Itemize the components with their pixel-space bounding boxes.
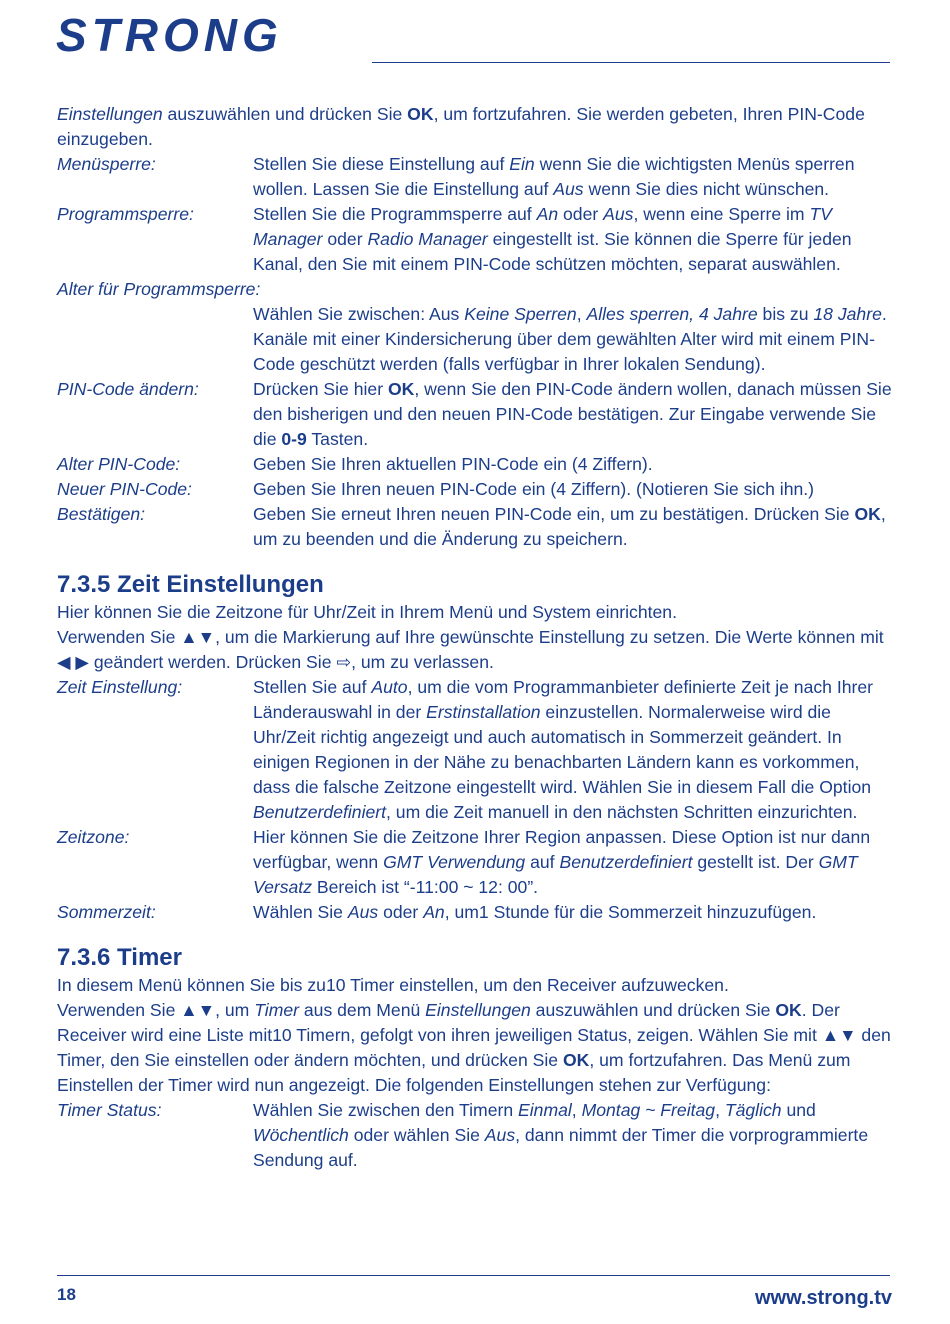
intro-text-end: , um fortzufahren. Sie werden gebeten, Ihren PIN-Code einzugeben.: [57, 104, 865, 149]
definition-term: Zeit Einstellung:: [57, 677, 183, 697]
definition-term: Timer Status:: [57, 1100, 162, 1120]
text-run: eingestellt ist. Sie können die Sperre für jeden Kanal, den Sie mit einem PIN-Code schützen möchten, separat auswählen.: [253, 229, 852, 274]
definition-term: Programmsperre:: [57, 204, 194, 224]
definition-term: PIN-Code ändern:: [57, 379, 199, 399]
section-heading-7-3-6: 7.3.6 Timer: [57, 944, 182, 971]
option-name: An: [423, 902, 445, 922]
definition-row: [57, 152, 897, 202]
section-paragraph: In diesem Menü können Sie bis zu10 Timer einstellen, um den Receiver aufzuwecken.: [57, 975, 729, 995]
text-run: Hier können Sie die Zeitzone Ihrer Region anpassen. Diese Option ist nur dann verfügbar, wenn: [253, 827, 871, 872]
definition-description: [253, 377, 897, 452]
definition-term: Zeitzone:: [57, 827, 130, 847]
definition-description: [253, 202, 897, 277]
text-run: , um die Zeit manuell in den nächsten Schritten einzurichten.: [386, 802, 858, 822]
page-content: [57, 102, 897, 1173]
definition-row: [57, 900, 897, 925]
option-name: Einstellungen: [425, 1000, 531, 1020]
text-run: oder: [322, 229, 368, 249]
text-run: ,: [571, 1100, 582, 1120]
logo-text: STRONG: [56, 9, 283, 61]
definition-term: Menüsperre:: [57, 154, 156, 174]
option-name: Radio Manager: [367, 229, 488, 249]
page-header: [0, 0, 950, 90]
option-name: Auto: [371, 677, 408, 697]
option-name: An: [536, 204, 559, 224]
text-run: wenn Sie die wichtigsten Menüs sperren wollen. Lassen Sie die Einstellung auf: [253, 154, 855, 199]
option-name: Aus: [553, 179, 584, 199]
definitions-timer: [57, 1098, 897, 1173]
intro-paragraph: [57, 102, 897, 152]
text-run: , um1 Stunde für die Sommerzeit hinzuzufügen.: [444, 902, 817, 922]
definition-description: [253, 452, 897, 477]
text-run: ,: [715, 1100, 725, 1120]
text-run: wenn Sie dies nicht wünschen.: [583, 179, 830, 199]
definition-description: [253, 675, 897, 825]
section-paragraph: Hier können Sie die Zeitzone für Uhr/Zeit in Ihrem Menü und System einrichten.: [57, 602, 677, 622]
option-name: GMT Verwendung: [383, 852, 526, 872]
option-name: TV Manager: [253, 204, 832, 249]
text-run: , um fortzufahren. Das Menü zum Einstellen der Timer wird nun angezeigt. Die folgenden Einstellungen stehen zur Verfügung:: [57, 1050, 851, 1095]
text-run: Wählen Sie zwischen den Timern: [253, 1100, 519, 1120]
option-name: Timer: [254, 1000, 299, 1020]
definition-description: [253, 302, 897, 377]
option-name: Täglich: [724, 1100, 782, 1120]
emphasis-key: OK: [387, 379, 415, 399]
option-name: Aus: [484, 1125, 516, 1145]
definition-term: Alter PIN-Code:: [57, 454, 181, 474]
section-paragraph: [57, 998, 897, 1098]
definition-description: [253, 900, 897, 925]
text-run: ,: [576, 304, 587, 324]
text-run: bis zu: [757, 304, 814, 324]
definition-term: Sommerzeit:: [57, 902, 156, 922]
text-run: Stellen Sie diese Einstellung auf: [253, 154, 510, 174]
text-run: aus dem Menü: [299, 1000, 426, 1020]
definitions-lock: [57, 152, 897, 277]
option-name: Alles sperren, 4 Jahre: [586, 304, 758, 324]
text-run: Geben Sie erneut Ihren neuen PIN-Code ein, um zu bestätigen. Drücken Sie: [253, 504, 855, 524]
text-run: gestellt ist. Der: [692, 852, 819, 872]
text-run: oder: [558, 204, 604, 224]
option-name: Montag ~ Freitag: [581, 1100, 716, 1120]
header-rule: [372, 62, 890, 63]
definition-description: [253, 477, 897, 502]
definition-description: [253, 825, 897, 900]
option-name: 18 Jahre: [813, 304, 882, 324]
definition-row: [57, 1098, 897, 1173]
option-name: GMT Versatz: [253, 852, 858, 897]
option-name: Benutzerdefiniert: [253, 802, 387, 822]
definition-row: [57, 825, 897, 900]
definition-row: [57, 452, 897, 477]
emphasis-key: OK: [775, 1000, 802, 1020]
option-name: Wöchentlich: [253, 1125, 349, 1145]
option-name: Ein: [509, 154, 535, 174]
text-run: Stellen Sie auf: [253, 677, 372, 697]
website-link: www.strong.tv: [754, 1287, 892, 1309]
intro-text: auszuwählen und drücken Sie: [162, 104, 408, 124]
section-paragraph: Verwenden Sie ▲▼, um die Markierung auf Ihre gewünschte Einstellung zu setzen. Die Werte können mit ◀ ▶ geändert werden. Drücken Sie ⇨, um zu verlassen.: [57, 627, 884, 672]
emphasis-key: OK: [854, 504, 881, 524]
definition-term: Alter für Programmsperre:: [57, 279, 261, 299]
definition-row: [57, 502, 897, 552]
definitions-time: [57, 675, 897, 925]
text-run: auf: [525, 852, 560, 872]
definition-description: [253, 152, 897, 202]
definition-description: [253, 1098, 897, 1173]
text-run: , wenn eine Sperre im: [633, 204, 810, 224]
option-name: Aus: [603, 204, 634, 224]
strong-logo: [56, 9, 283, 61]
text-run: Bereich ist “-11:00 ~ 12: 00”.: [312, 877, 539, 897]
definition-description: [253, 502, 897, 552]
text-run: Geben Sie Ihren neuen PIN-Code ein (4 Ziffern). (Notieren Sie sich ihn.): [253, 479, 815, 499]
section-heading-7-3-5: 7.3.5 Zeit Einstellungen: [57, 571, 324, 598]
option-name: Aus: [347, 902, 379, 922]
text-run: einzustellen. Normalerweise wird die Uhr/Zeit richtig angezeigt und auch automatisch in Sommerzeit geändert. In einigen Regionen in der Nähe zu benachbarten Ländern kann es vorkommen, dass die falsche Zeitzone eingestellt wird. Wählen Sie in diesem Fall die Option: [253, 702, 872, 797]
definition-row: [57, 477, 897, 502]
text-run: Geben Sie Ihren aktuellen PIN-Code ein (4 Ziffern).: [253, 454, 653, 474]
definition-row: [57, 377, 897, 452]
text-run: , dann nimmt der Timer die vorprogrammierte Sendung auf.: [253, 1125, 869, 1170]
definitions-pin: [57, 377, 897, 552]
text-run: oder: [378, 902, 424, 922]
text-run: Stellen Sie die Programmsperre auf: [253, 204, 537, 224]
text-run: , um zu beenden und die Änderung zu speichern.: [253, 504, 886, 549]
definition-alter: [57, 277, 897, 377]
text-run: Verwenden Sie ▲▼, um: [57, 1000, 255, 1020]
text-run: Wählen Sie zwischen: Aus: [253, 304, 465, 324]
definition-term: Neuer PIN-Code:: [57, 479, 192, 499]
option-name: Benutzerdefiniert: [559, 852, 693, 872]
text-run: . Kanäle mit einer Kindersicherung über dem gewählten Alter wird mit einem PIN-Code geschützt werden (falls verfügbar in Ihrer lokalen Sendung).: [253, 304, 887, 374]
text-run: und: [781, 1100, 816, 1120]
text-run: Drücken Sie hier: [253, 379, 388, 399]
emphasis-key: 0-9: [281, 429, 307, 449]
option-name: Erstinstallation: [426, 702, 541, 722]
text-run: . Der Receiver wird eine Liste mit10 Timern, gefolgt von ihren jeweiligen Status, zeigen. Wählen Sie mit ▲▼ den Timer, den Sie einstellen oder ändern möchten, und drücken Sie: [57, 1000, 891, 1070]
definition-term: Bestätigen:: [57, 504, 146, 524]
footer-rule: [57, 1275, 890, 1276]
text-run: , um die vom Programmanbieter definierte Zeit je nach Ihrer Länderauswahl in der: [253, 677, 874, 722]
emphasis-key: OK: [562, 1050, 590, 1070]
definition-row: [57, 202, 897, 277]
text-run: oder wählen Sie: [348, 1125, 485, 1145]
option-name: Einmal: [518, 1100, 572, 1120]
intro-menu-ref: Einstellungen: [57, 104, 163, 124]
text-run: Tasten.: [306, 429, 369, 449]
text-run: , wenn Sie den PIN-Code ändern wollen, danach müssen Sie den bisherigen und den neuen PIN-Code bestätigen. Zur Eingabe verwende Sie die: [253, 379, 892, 449]
page-number: 18: [57, 1285, 76, 1304]
text-run: Wählen Sie: [253, 902, 348, 922]
definition-row: [57, 675, 897, 825]
text-run: auszuwählen und drücken Sie: [530, 1000, 776, 1020]
option-name: Keine Sperren: [464, 304, 577, 324]
ok-key: OK: [407, 104, 434, 124]
